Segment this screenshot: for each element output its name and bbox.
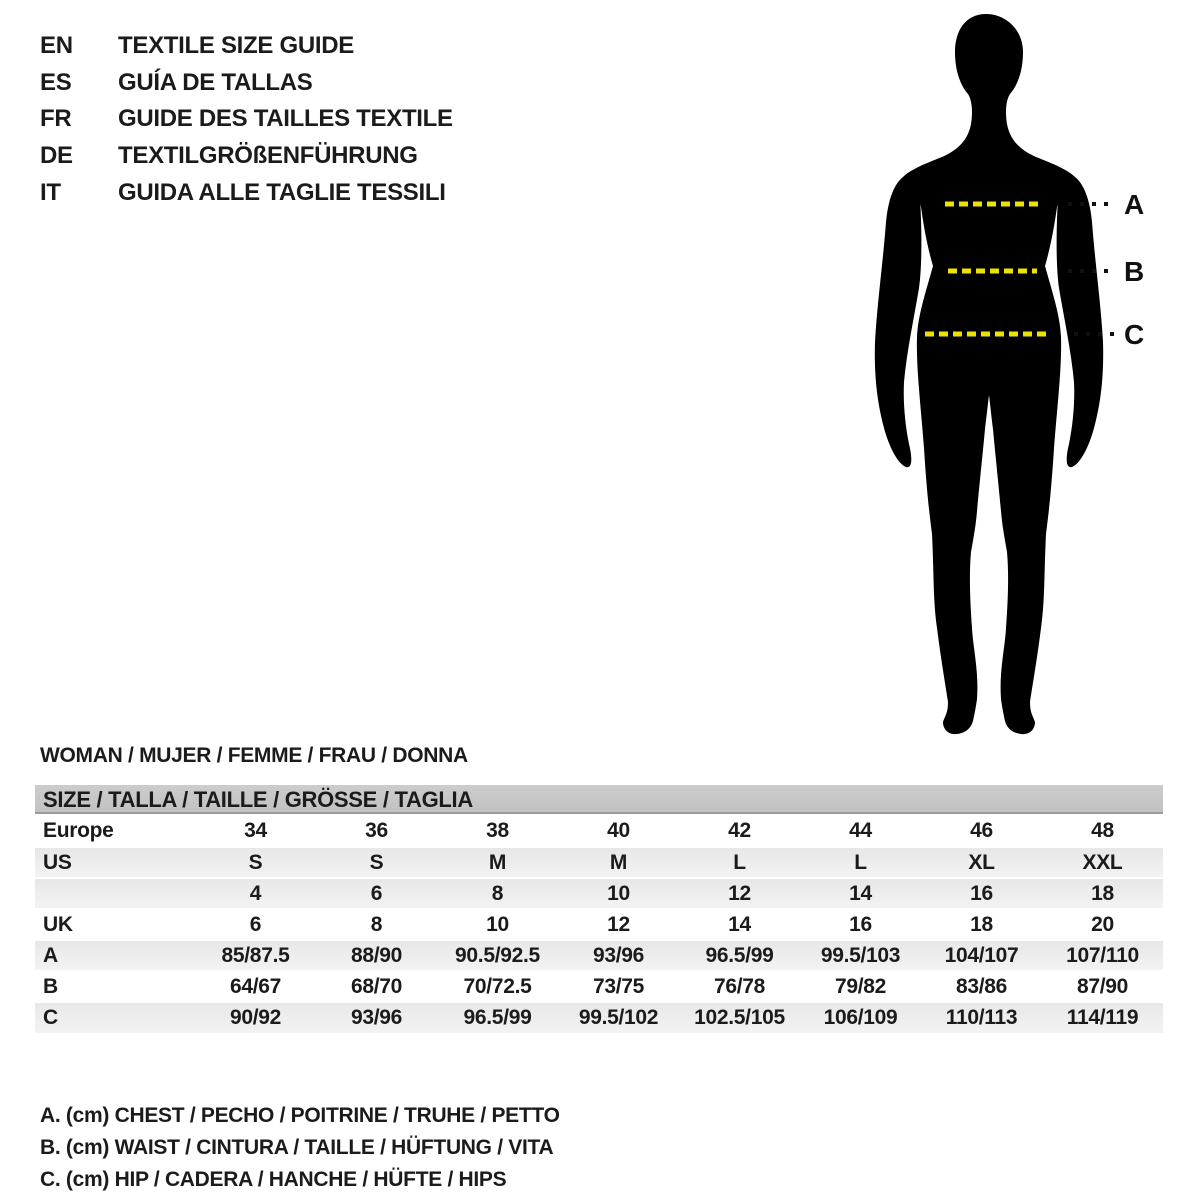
size-value-cell: 36: [365, 819, 388, 842]
size-value-cell: 8: [437, 878, 558, 909]
language-code: EN: [40, 32, 73, 60]
language-row-de: [40, 138, 560, 175]
size-value-cell: 90.5/92.5: [437, 940, 558, 971]
size-value-cell: 12: [679, 878, 800, 909]
size-value-cell: 73/75: [558, 971, 679, 1002]
woman-right-arm: [1057, 177, 1104, 467]
size-value-cell: L: [800, 847, 921, 878]
size-value-cell: 10: [437, 909, 558, 940]
size-value-cell: 114/119: [1042, 1002, 1163, 1033]
size-value-cell: 96.5/99: [679, 940, 800, 971]
measure-notes: [40, 1100, 560, 1196]
size-value-cell: 18: [1042, 878, 1163, 909]
size-value-cell: 14: [800, 878, 921, 909]
row-label: B: [35, 971, 195, 1002]
size-value-cell: 106/109: [800, 1002, 921, 1033]
size-value-cell: 85/87.5: [195, 940, 316, 971]
woman-left-arm: [875, 177, 922, 467]
size-value-cell: 4: [195, 878, 316, 909]
size-value-cell: 99.5/102: [558, 1002, 679, 1033]
size-value-cell: M: [558, 847, 679, 878]
table-row: [35, 909, 1163, 940]
size-value-cell: 87/90: [1042, 971, 1163, 1002]
table-row: [35, 816, 1163, 847]
language-title: TEXTILE SIZE GUIDE: [118, 32, 354, 60]
woman-silhouette: [903, 14, 1075, 734]
size-value-cell: 20: [1042, 909, 1163, 940]
size-value-cell: 42: [728, 819, 751, 842]
size-value-cell: 110/113: [921, 1002, 1042, 1033]
table-row: [35, 1002, 1163, 1033]
language-row-it: [40, 174, 560, 211]
size-value-cell: 70/72.5: [437, 971, 558, 1002]
row-label: [35, 878, 195, 909]
size-value-cell: 93/96: [558, 940, 679, 971]
size-table: [35, 816, 1163, 1033]
size-value-cell: 102.5/105: [679, 1002, 800, 1033]
size-value-cell: 93/96: [316, 1002, 437, 1033]
note-hip: C. (cm) HIP / CADERA / HANCHE / HÜFTE / HIPS: [40, 1168, 507, 1191]
language-title: GUIDA ALLE TAGLIE TESSILI: [118, 178, 446, 206]
size-value-cell: 12: [558, 909, 679, 940]
table-row: [35, 878, 1163, 909]
row-label: C: [35, 1002, 195, 1033]
size-value-cell: 6: [195, 909, 316, 940]
language-row-en: [40, 28, 560, 65]
note-chest: A. (cm) CHEST / PECHO / POITRINE / TRUHE / PETTO: [40, 1104, 560, 1127]
size-value-cell: 64/67: [195, 971, 316, 1002]
size-value-cell: 46: [970, 819, 993, 842]
size-value-cell: 10: [558, 878, 679, 909]
size-value-cell: 79/82: [800, 971, 921, 1002]
size-value-cell: 16: [921, 878, 1042, 909]
row-label: Europe: [43, 819, 114, 842]
table-row: [35, 940, 1163, 971]
size-value-cell: 44: [849, 819, 872, 842]
size-value-cell: 34: [244, 819, 267, 842]
measure-label-a: A: [1124, 189, 1144, 220]
size-value-cell: 40: [607, 819, 630, 842]
row-label: UK: [35, 909, 195, 940]
size-value-cell: 88/90: [316, 940, 437, 971]
row-label: US: [35, 847, 195, 878]
language-title: GUIDE DES TAILLES TEXTILE: [118, 105, 453, 133]
language-row-fr: [40, 101, 560, 138]
size-value-cell: 68/70: [316, 971, 437, 1002]
size-value-cell: 107/110: [1042, 940, 1163, 971]
size-table-body: [35, 816, 1163, 1033]
size-value-cell: XL: [921, 847, 1042, 878]
size-value-cell: 90/92: [195, 1002, 316, 1033]
language-title: GUÍA DE TALLAS: [118, 68, 313, 96]
language-code: IT: [40, 178, 61, 206]
language-code: FR: [40, 105, 72, 133]
language-code: ES: [40, 68, 72, 96]
size-value-cell: 38: [486, 819, 509, 842]
language-title: TEXTILGRÖßENFÜHRUNG: [118, 142, 418, 170]
size-figure: [860, 0, 1160, 745]
note-waist: B. (cm) WAIST / CINTURA / TAILLE / HÜFTUNG / VITA: [40, 1136, 554, 1159]
row-label: A: [35, 940, 195, 971]
language-code: DE: [40, 142, 73, 170]
measure-label-b: B: [1124, 256, 1144, 287]
size-value-cell: 18: [921, 909, 1042, 940]
section-title-woman: WOMAN / MUJER / FEMME / FRAU / DONNA: [40, 744, 468, 767]
size-value-cell: M: [437, 847, 558, 878]
language-title-list: [40, 28, 560, 211]
language-row-es: [40, 65, 560, 102]
table-row: [35, 847, 1163, 878]
size-table-header: SIZE / TALLA / TAILLE / GRÖSSE / TAGLIA: [35, 785, 1163, 814]
size-value-cell: 104/107: [921, 940, 1042, 971]
size-value-cell: 99.5/103: [800, 940, 921, 971]
size-value-cell: 6: [316, 878, 437, 909]
size-value-cell: XXL: [1042, 847, 1163, 878]
size-value-cell: 96.5/99: [437, 1002, 558, 1033]
size-value-cell: 8: [316, 909, 437, 940]
size-value-cell: S: [195, 847, 316, 878]
size-value-cell: 76/78: [679, 971, 800, 1002]
size-value-cell: L: [679, 847, 800, 878]
size-value-cell: S: [316, 847, 437, 878]
size-value-cell: 16: [800, 909, 921, 940]
measure-label-c: C: [1124, 319, 1144, 350]
size-value-cell: 48: [1091, 819, 1114, 842]
size-value-cell: 83/86: [921, 971, 1042, 1002]
table-row: [35, 971, 1163, 1002]
size-value-cell: 14: [679, 909, 800, 940]
